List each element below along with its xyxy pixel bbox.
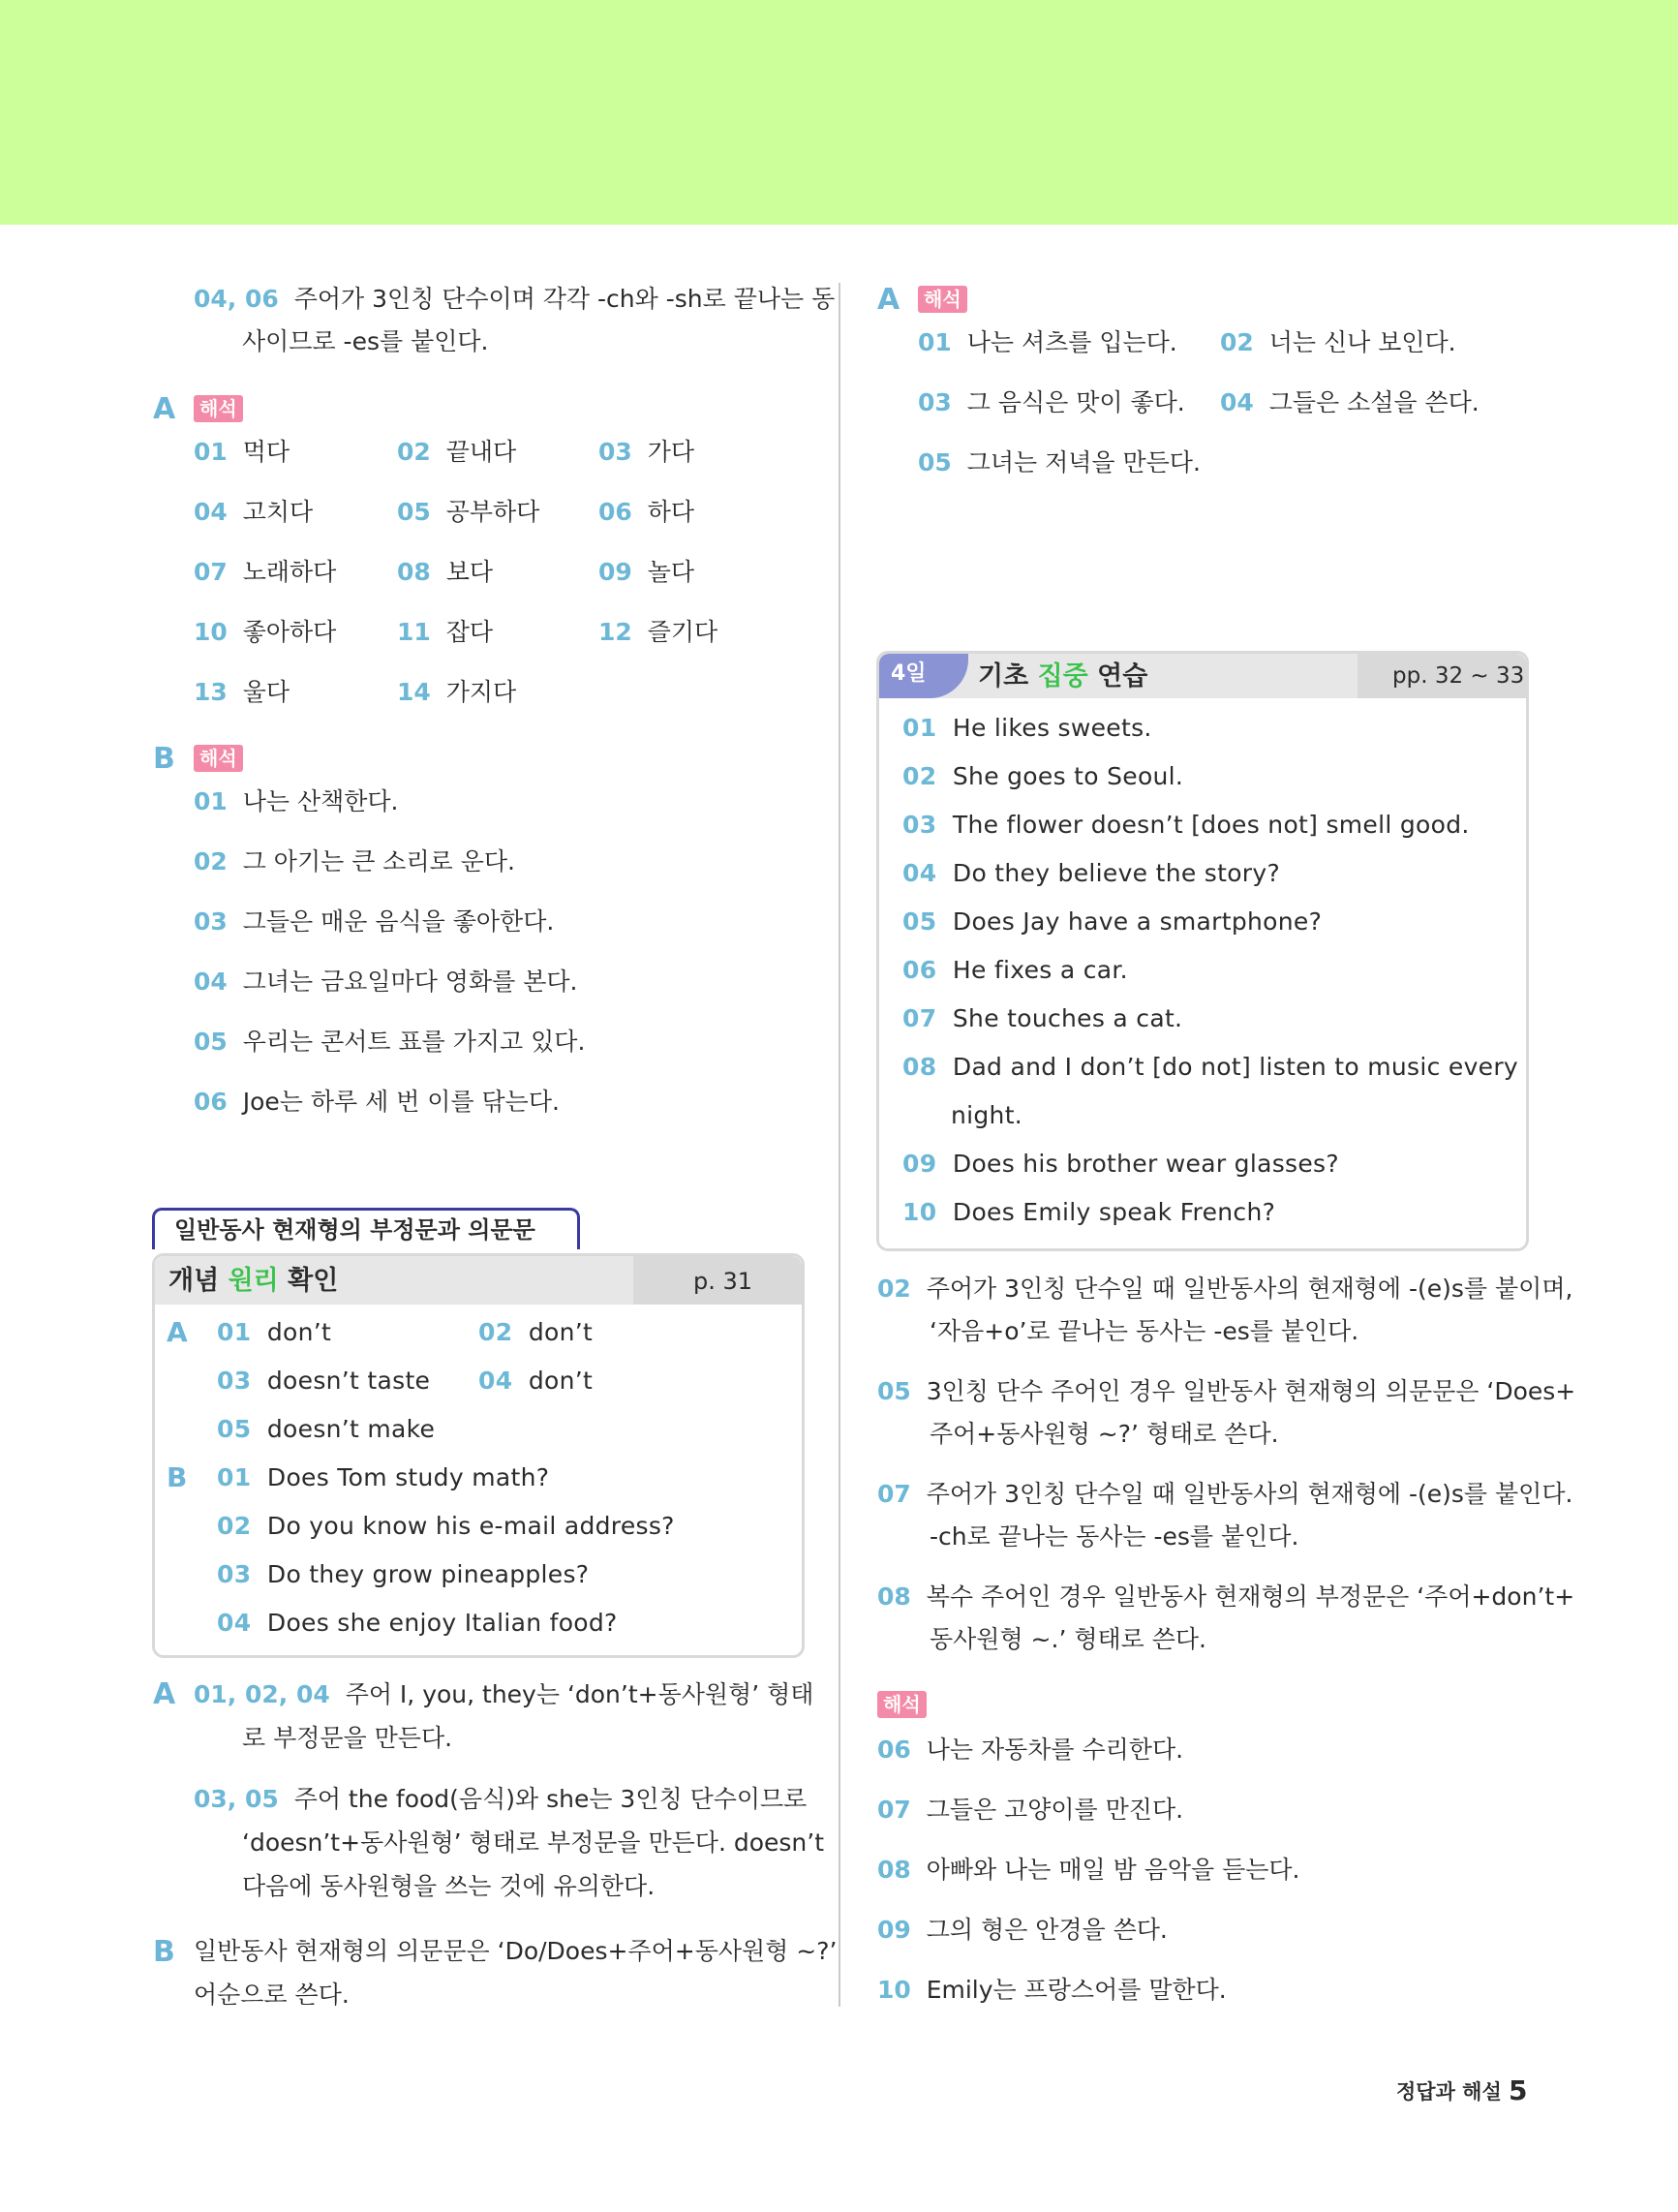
list-item: 05 doesn’t make	[217, 1415, 436, 1443]
column-divider	[839, 283, 840, 2007]
list-item: 07 그들은 고양이를 만진다.	[877, 1796, 1184, 1824]
list-item: 01 나는 산책한다.	[194, 787, 399, 815]
expl-a1-cont: 로 부정문을 만든다.	[242, 1724, 453, 1752]
note-item: 08 복수 주어인 경우 일반동사 현재형의 부정문은 ‘주어+don’t+	[877, 1582, 1575, 1611]
note-item: 02 주어가 3인칭 단수일 때 일반동사의 현재형에 -(e)s를 붙이며,	[877, 1275, 1573, 1303]
expl-a2: 03, 05 주어 the food(음식)와 she는 3인칭 단수이므로	[194, 1785, 808, 1813]
list-item: 08 보다	[397, 558, 494, 586]
day-label: 4일	[891, 661, 927, 686]
expl-a2-cont2: 다음에 동사원형을 쓰는 것에 유의한다.	[242, 1872, 656, 1900]
list-item: 02 Do you know his e-mail address?	[217, 1512, 675, 1540]
box-title: 개념 원리 확인	[168, 1266, 339, 1296]
list-item: 06 나는 자동차를 수리한다.	[877, 1736, 1184, 1764]
note-number: 04, 06	[194, 285, 279, 313]
list-item: 03 Do they grow pineapples?	[217, 1560, 590, 1588]
practice-box	[876, 651, 1529, 1251]
list-item: 12 즐기다	[598, 618, 718, 646]
list-item: 06 하다	[598, 498, 695, 526]
note-item: 05 3인칭 단수 주어인 경우 일반동사 현재형의 의문문은 ‘Does+	[877, 1377, 1576, 1405]
page-ref: pp. 32 ~ 33	[1392, 663, 1525, 689]
box-b-letter: B	[167, 1461, 188, 1493]
expl-a-letter: A	[153, 1677, 176, 1711]
list-item: 08 Dad and I don’t [do not] listen to music every	[902, 1053, 1519, 1081]
list-item: 09 그의 형은 안경을 쓴다.	[877, 1916, 1168, 1944]
page-number: 5	[1509, 2074, 1528, 2106]
list-item: 09 놀다	[598, 558, 695, 586]
list-item: 01 He likes sweets.	[902, 714, 1152, 742]
list-item: 04 그들은 소설을 쓴다.	[1220, 388, 1480, 416]
box-title: 기초 집중 연습	[978, 661, 1148, 691]
list-item: 04 Do they believe the story?	[902, 859, 1281, 887]
section-b-letter: B	[153, 742, 175, 776]
expl-a1: 01, 02, 04 주어 I, you, they는 ‘don’t+동사원형’ 형태	[194, 1680, 814, 1708]
expl-b: 일반동사 현재형의 의문문은 ‘Do/Does+주어+동사원형 ~?’	[194, 1937, 838, 1965]
list-item: 04 don’t	[478, 1367, 594, 1395]
list-item: 09 Does his brother wear glasses?	[902, 1150, 1339, 1178]
list-item: 02 그 아기는 큰 소리로 운다.	[194, 847, 515, 876]
list-item: 04 그녀는 금요일마다 영화를 본다.	[194, 968, 578, 996]
list-item: 02 너는 신나 보인다.	[1220, 328, 1456, 356]
note-item: 07 주어가 3인칭 단수일 때 일반동사의 현재형에 -(e)s를 붙인다.	[877, 1480, 1573, 1508]
note-text-cont: 사이므로 -es를 붙인다.	[242, 327, 489, 355]
expl-a2-cont: ‘doesn’t+동사원형’ 형태로 부정문을 만든다. doesn’t	[242, 1828, 825, 1857]
list-item: 02 끝내다	[397, 438, 517, 466]
list-item: 03 그들은 매운 음식을 좋아한다.	[194, 907, 555, 936]
list-item: 10 Emily는 프랑스어를 말한다.	[877, 1976, 1227, 2004]
box-subtitle: 일반동사 현재형의 부정문과 의문문	[174, 1216, 535, 1244]
list-item: 03 그 음식은 맛이 좋다.	[918, 388, 1185, 416]
list-item: 03 doesn’t taste	[217, 1367, 431, 1395]
concept-box	[152, 1253, 805, 1658]
list-item: 10 좋아하다	[194, 618, 337, 646]
list-item: 02 don’t	[478, 1318, 594, 1346]
translation-tag: 해석	[877, 1691, 927, 1718]
box-subtitle-tab	[152, 1208, 580, 1249]
list-item: 13 울다	[194, 678, 290, 706]
box-a-letter: A	[167, 1316, 188, 1348]
note-cont: ‘자음+o’로 끝나는 동사는 -es를 붙인다.	[930, 1317, 1359, 1345]
list-item: 04 고치다	[194, 498, 314, 526]
right-section-a-letter: A	[877, 283, 900, 317]
expl-b-letter: B	[153, 1935, 175, 1969]
list-item: 01 Does Tom study math?	[217, 1463, 550, 1491]
list-item: 05 Does Jay have a smartphone?	[902, 907, 1323, 936]
list-item: 07 She touches a cat.	[902, 1004, 1183, 1032]
translation-tag: 해석	[194, 395, 243, 422]
list-item: 07 노래하다	[194, 558, 337, 586]
list-item-cont: night.	[951, 1101, 1023, 1129]
list-item: 03 The flower doesn’t [does not] smell good.	[902, 811, 1470, 839]
list-item: 10 Does Emily speak French?	[902, 1198, 1276, 1226]
list-item: 05 공부하다	[397, 498, 540, 526]
list-item: 01 don’t	[217, 1318, 332, 1346]
list-item: 04 Does she enjoy Italian food?	[217, 1609, 618, 1637]
note-cont: 주어+동사원형 ~?’ 형태로 쓴다.	[930, 1420, 1279, 1448]
note-cont: -ch로 끝나는 동사는 -es를 붙인다.	[930, 1522, 1299, 1551]
list-item: 03 가다	[598, 438, 695, 466]
page-ref: p. 31	[693, 1268, 753, 1295]
list-item: 06 He fixes a car.	[902, 956, 1128, 984]
list-item: 11 잡다	[397, 618, 494, 646]
list-item: 08 아빠와 나는 매일 밤 음악을 듣는다.	[877, 1856, 1300, 1884]
note-cont: 동사원형 ~.’ 형태로 쓴다.	[930, 1625, 1206, 1653]
section-a-letter: A	[153, 392, 176, 426]
translation-tag: 해석	[194, 745, 243, 772]
note-text: 주어가 3인칭 단수이며 각각 -ch와 -sh로 끝나는 동	[293, 285, 836, 313]
list-item: 01 나는 셔츠를 입는다.	[918, 328, 1177, 356]
list-item: 05 우리는 콘서트 표를 가지고 있다.	[194, 1028, 586, 1056]
list-item: 05 그녀는 저녁을 만든다.	[918, 448, 1201, 476]
list-item: 02 She goes to Seoul.	[902, 762, 1184, 790]
list-item: 06 Joe는 하루 세 번 이를 닦는다.	[194, 1088, 560, 1116]
top-color-band	[0, 0, 1678, 225]
list-item: 14 가지다	[397, 678, 517, 706]
note-04-06	[194, 285, 835, 314]
footer-label: 정답과 해설	[1396, 2080, 1502, 2104]
list-item: 01 먹다	[194, 438, 290, 466]
expl-b-cont: 어순으로 쓴다.	[194, 1981, 350, 2009]
translation-tag: 해석	[918, 286, 967, 313]
